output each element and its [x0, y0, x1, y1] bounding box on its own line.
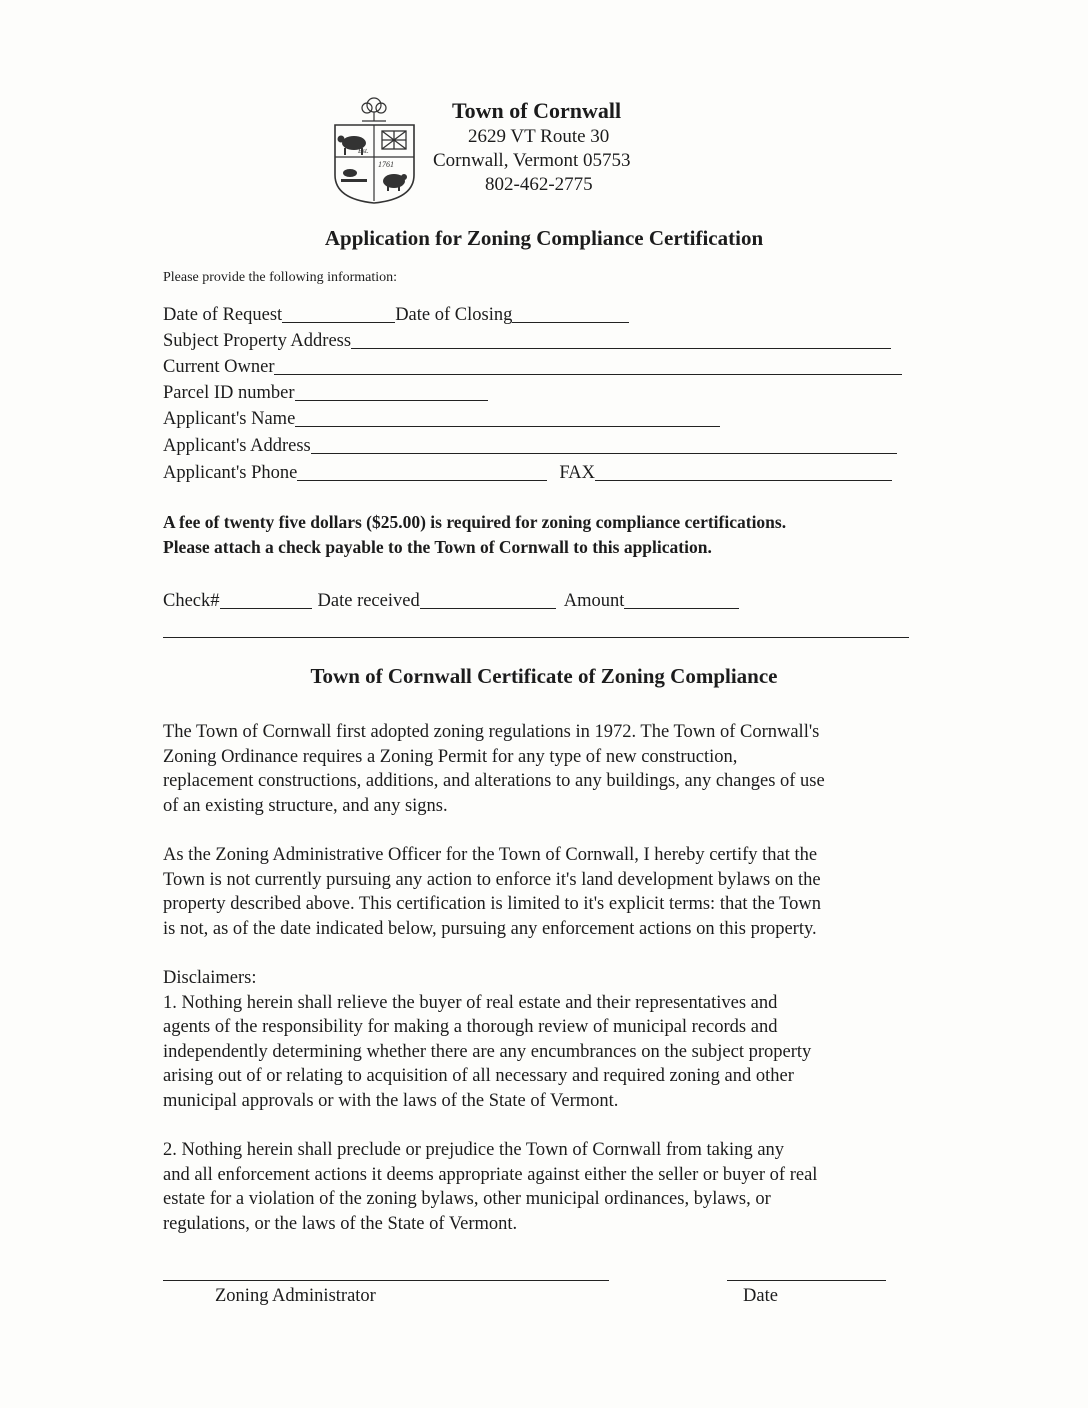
plow-figure: [341, 169, 367, 182]
date-of-request-label: Date of Request: [163, 305, 283, 325]
disclaimers-section: [163, 966, 938, 1114]
paragraph-line: is not, as of the date indicated below, pursuing any enforcement actions on this property.: [163, 918, 817, 939]
row-dates: [163, 302, 629, 326]
row-payment: [163, 588, 739, 612]
certificate-paragraph-1: [163, 720, 938, 818]
check-number-field[interactable]: [220, 608, 312, 609]
applicant-address-label: Applicant's Address: [163, 436, 311, 456]
parcel-id-label: Parcel ID number: [163, 383, 295, 403]
current-owner-label: Current Owner: [163, 357, 275, 377]
certificate-paragraph-2: [163, 843, 938, 941]
flag-figure: [382, 131, 406, 149]
section-divider: [163, 637, 909, 638]
disclaimer-line: and all enforcement actions it deems appropriate against either the seller or buyer of real: [163, 1164, 818, 1185]
applicant-phone-field[interactable]: [297, 480, 547, 481]
paragraph-line: Town is not currently pursuing any action to enforce it's land development bylaws on the: [163, 869, 821, 890]
town-phone: 802-462-2775: [485, 174, 593, 195]
amount-field[interactable]: [624, 608, 739, 609]
date-label: Date: [743, 1286, 778, 1306]
current-owner-field[interactable]: [274, 374, 902, 375]
applicant-address-field[interactable]: [311, 453, 897, 454]
row-applicant-phone: [163, 460, 892, 484]
town-seal-logo: [332, 95, 417, 205]
applicant-name-label: Applicant's Name: [163, 409, 296, 429]
disclaimer-line: 2. Nothing herein shall preclude or prejudice the Town of Cornwall from taking any: [163, 1140, 785, 1160]
applicant-phone-label: Applicant's Phone: [163, 463, 298, 483]
address-line-2: Cornwall, Vermont 05753: [433, 150, 631, 171]
disclaimer-line: independently determining whether there are any encumbrances on the subject property: [163, 1041, 812, 1062]
paragraph-line: The Town of Cornwall first adopted zoning regulations in 1972. The Town of Cornwall's: [163, 722, 820, 742]
date-received-field[interactable]: [420, 608, 556, 609]
fax-label: FAX: [559, 463, 596, 483]
row-current-owner: [163, 354, 902, 378]
disclaimer-2: [163, 1138, 938, 1236]
applicant-name-field[interactable]: [295, 426, 720, 427]
svg-text:Est.: Est.: [358, 147, 369, 155]
parcel-id-field[interactable]: [295, 400, 488, 401]
date-received-label: Date received: [317, 591, 420, 611]
amount-label: Amount: [563, 591, 625, 611]
disclaimer-line: estate for a violation of the zoning bylaws, other municipal ordinances, bylaws, or: [163, 1189, 771, 1210]
disclaimer-line: municipal approvals or with the laws of the State of Vermont.: [163, 1090, 619, 1111]
subject-property-address-field[interactable]: [351, 348, 891, 349]
sheep-figure: [383, 174, 407, 191]
zoning-administrator-label: Zoning Administrator: [215, 1286, 376, 1306]
date-of-closing-label: Date of Closing: [395, 305, 513, 325]
disclaimers-heading: Disclaimers:: [163, 968, 257, 988]
svg-text:1761: 1761: [378, 160, 394, 169]
disclaimer-line: arising out of or relating to acquisition of all necessary and required zoning and other: [163, 1066, 794, 1087]
row-subject-address: [163, 328, 891, 352]
certificate-title: Town of Cornwall Certificate of Zoning Compliance: [310, 664, 778, 688]
address-line-1: 2629 VT Route 30: [468, 126, 610, 147]
date-of-closing-field[interactable]: [512, 322, 629, 323]
paragraph-line: property described above. This certification is limited to it's explicit terms: that the Town: [163, 894, 821, 915]
paragraph-line: replacement constructions, additions, and alterations to any buildings, any changes of use: [163, 771, 825, 792]
paragraph-line: As the Zoning Administrative Officer for the Town of Cornwall, I hereby certify that the: [163, 845, 818, 865]
check-number-label: Check#: [163, 591, 220, 611]
paragraph-line: Zoning Ordinance requires a Zoning Permit for any type of new construction,: [163, 746, 738, 767]
fax-field[interactable]: [595, 480, 892, 481]
application-title: Application for Zoning Compliance Certification: [324, 226, 764, 250]
zoning-administrator-signature-line[interactable]: [163, 1280, 609, 1281]
date-signature-line[interactable]: [727, 1280, 886, 1281]
date-of-request-field[interactable]: [282, 322, 395, 323]
paragraph-line: of an existing structure, and any signs.: [163, 795, 448, 816]
fee-notice-line-1: A fee of twenty five dollars ($25.00) is required for zoning compliance certifications.: [163, 512, 787, 532]
tree-crest: [362, 98, 386, 121]
row-applicant-name: [163, 406, 720, 430]
subject-property-address-label: Subject Property Address: [163, 331, 352, 351]
disclaimer-line: agents of the responsibility for making a thorough review of municipal records and: [163, 1017, 778, 1038]
instructions-text: Please provide the following information:: [163, 270, 398, 285]
fee-notice-line-2: Please attach a check payable to the Town of Cornwall to this application.: [163, 537, 712, 557]
row-applicant-address: [163, 433, 897, 457]
disclaimer-line: 1. Nothing herein shall relieve the buyer of real estate and their representatives and: [163, 992, 778, 1013]
disclaimer-line: regulations, or the laws of the State of Vermont.: [163, 1213, 518, 1234]
town-name: Town of Cornwall: [452, 98, 622, 123]
row-parcel-id: [163, 380, 488, 404]
